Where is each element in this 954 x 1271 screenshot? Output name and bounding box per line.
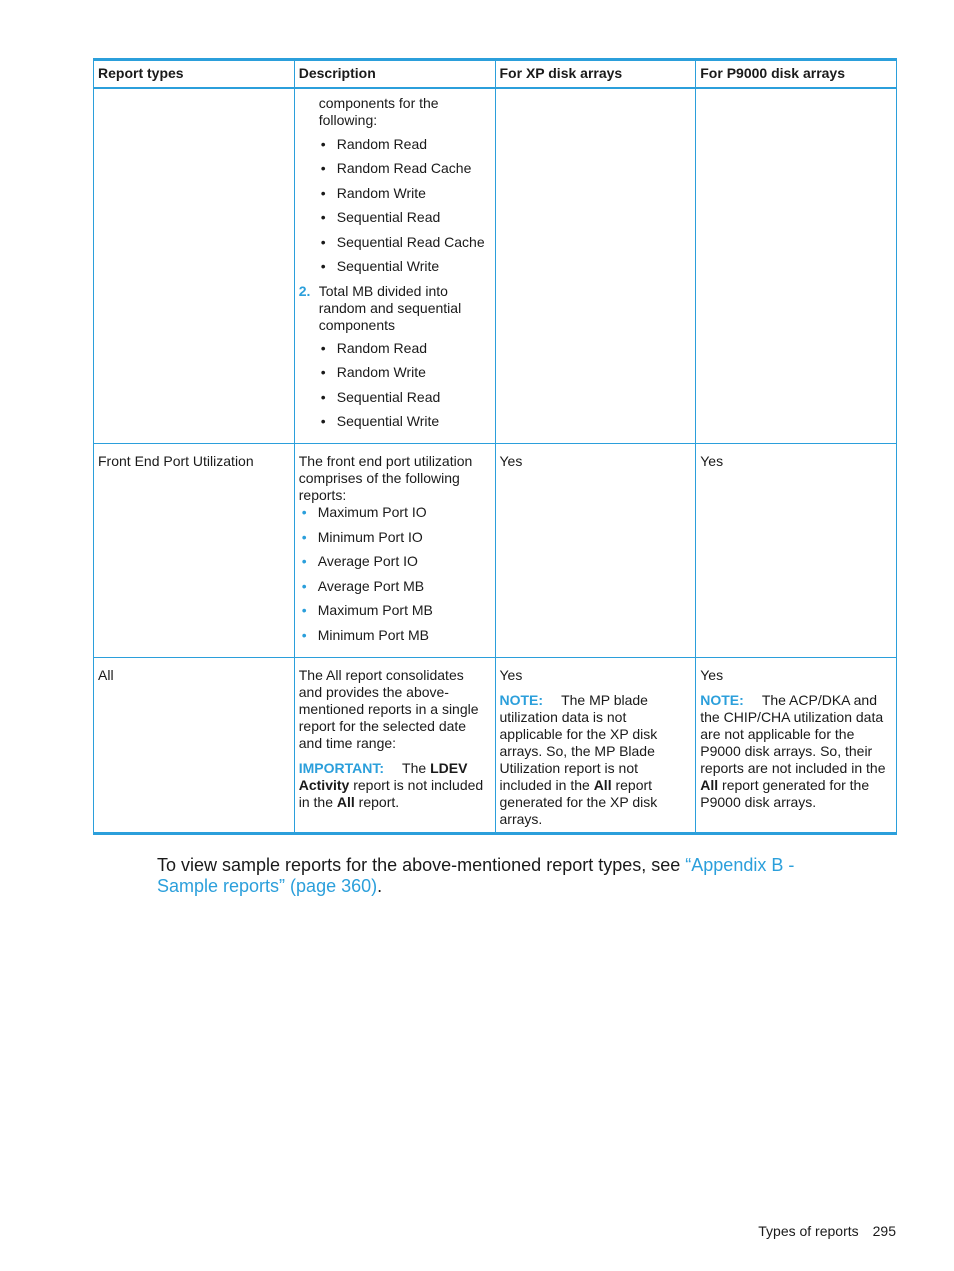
- important-note: IMPORTANT: The LDEV Activity report is not included in the All report.: [298, 760, 484, 810]
- cell-report-type: All: [94, 658, 295, 834]
- report-types-table: [93, 58, 897, 835]
- body-paragraph: To view sample reports for the above-mentioned report types, see “Appendix B - Sample reports” (page 360).: [157, 855, 795, 896]
- list-item: • Sequential Read Cache: [320, 233, 485, 250]
- list-item: • Minimum Port IO: [301, 528, 423, 545]
- bullet-icon: •: [320, 135, 326, 152]
- port-report-list: [299, 504, 491, 651]
- table-row: [94, 88, 897, 444]
- list-item: • Random Write: [320, 184, 426, 201]
- cell-description: [294, 88, 495, 444]
- note-label: NOTE:: [700, 692, 744, 708]
- list-item: • Maximum Port MB: [301, 602, 433, 618]
- cell-p9000: [696, 658, 897, 834]
- bullet-icon: •: [320, 388, 326, 405]
- page-footer: [758, 1223, 896, 1239]
- list-item: • Random Read Cache: [320, 160, 472, 176]
- list-item: • Average Port MB: [301, 577, 425, 594]
- xp-note: NOTE: The MP blade utilization data is not applicable for the XP disk arrays. So, the MP Blade Utilization report is not included in the All report generated for the XP disk arrays.: [499, 692, 658, 827]
- bullet-icon: •: [320, 364, 326, 380]
- report-types-table-container: [93, 58, 896, 835]
- list-item: • Random Write: [320, 364, 426, 380]
- bullet-icon: •: [320, 160, 326, 176]
- description-text: The All report consolidates and provides the above-mentioned reports in a single report for the selected date and time range:: [298, 667, 479, 751]
- footer-section-title: Types of reports: [758, 1223, 859, 1239]
- bullet-icon: •: [320, 413, 326, 429]
- list-item: • Random Read: [320, 339, 428, 356]
- item-number: 2.: [298, 282, 311, 299]
- item-text: Total MB divided into random and sequential components: [318, 282, 462, 333]
- bullet-icon: •: [320, 184, 326, 201]
- cell-report-type: [94, 88, 295, 444]
- bullet-icon: •: [320, 339, 326, 356]
- table-row: [94, 658, 897, 834]
- p9000-yes: Yes: [700, 667, 724, 683]
- header-description: Description: [294, 60, 495, 88]
- xp-yes: Yes: [499, 667, 523, 683]
- list-item: • Sequential Read: [320, 209, 441, 225]
- bullet-icon: •: [301, 504, 307, 520]
- table-row: [94, 444, 897, 658]
- random-sequential-list: [318, 136, 491, 283]
- total-mb-list: [318, 340, 491, 438]
- cell-xp: [495, 658, 696, 834]
- cell-p9000: [696, 88, 897, 444]
- appendix-link[interactable]: “Appendix B - Sample reports” (page 360): [157, 855, 795, 896]
- description-text: The front end port utilization comprises of the following reports:: [298, 453, 473, 503]
- important-label: IMPORTANT:: [298, 760, 385, 776]
- list-item: • Sequential Write: [320, 258, 440, 274]
- list-item: • Average Port IO: [301, 553, 418, 569]
- description-intro: components for the following:: [318, 94, 439, 128]
- bullet-icon: •: [320, 209, 326, 225]
- cell-report-type: Front End Port Utilization: [94, 444, 295, 658]
- bullet-icon: •: [301, 602, 307, 618]
- cell-xp: [495, 88, 696, 444]
- cell-xp: Yes: [495, 444, 696, 658]
- p9000-note: NOTE: The ACP/DKA and the CHIP/CHA utilization data are not applicable for the P9000 disk arrays. So, their reports are not included in the All report generated for the P9000 disk arrays.: [700, 692, 886, 810]
- table-header-row: [94, 60, 897, 88]
- header-p9000-disk-arrays: For P9000 disk arrays: [696, 60, 897, 88]
- list-item: • Maximum Port IO: [301, 504, 427, 520]
- cell-description: [294, 444, 495, 658]
- cell-description: [294, 658, 495, 834]
- bullet-icon: •: [320, 233, 326, 250]
- numbered-item-2: [299, 283, 491, 334]
- list-item: • Random Read: [320, 135, 428, 152]
- bullet-icon: •: [301, 626, 307, 643]
- list-item: • Sequential Read: [320, 388, 441, 405]
- bullet-icon: •: [301, 577, 307, 594]
- list-item: • Sequential Write: [320, 413, 440, 429]
- bullet-icon: •: [320, 258, 326, 274]
- bullet-icon: •: [301, 553, 307, 569]
- cell-p9000: Yes: [696, 444, 897, 658]
- note-label: NOTE:: [499, 692, 544, 708]
- list-item: • Minimum Port MB: [301, 626, 429, 643]
- page-number: 295: [872, 1223, 896, 1239]
- header-report-types: Report types: [94, 60, 295, 88]
- bullet-icon: •: [301, 528, 307, 545]
- header-xp-disk-arrays: For XP disk arrays: [495, 60, 696, 88]
